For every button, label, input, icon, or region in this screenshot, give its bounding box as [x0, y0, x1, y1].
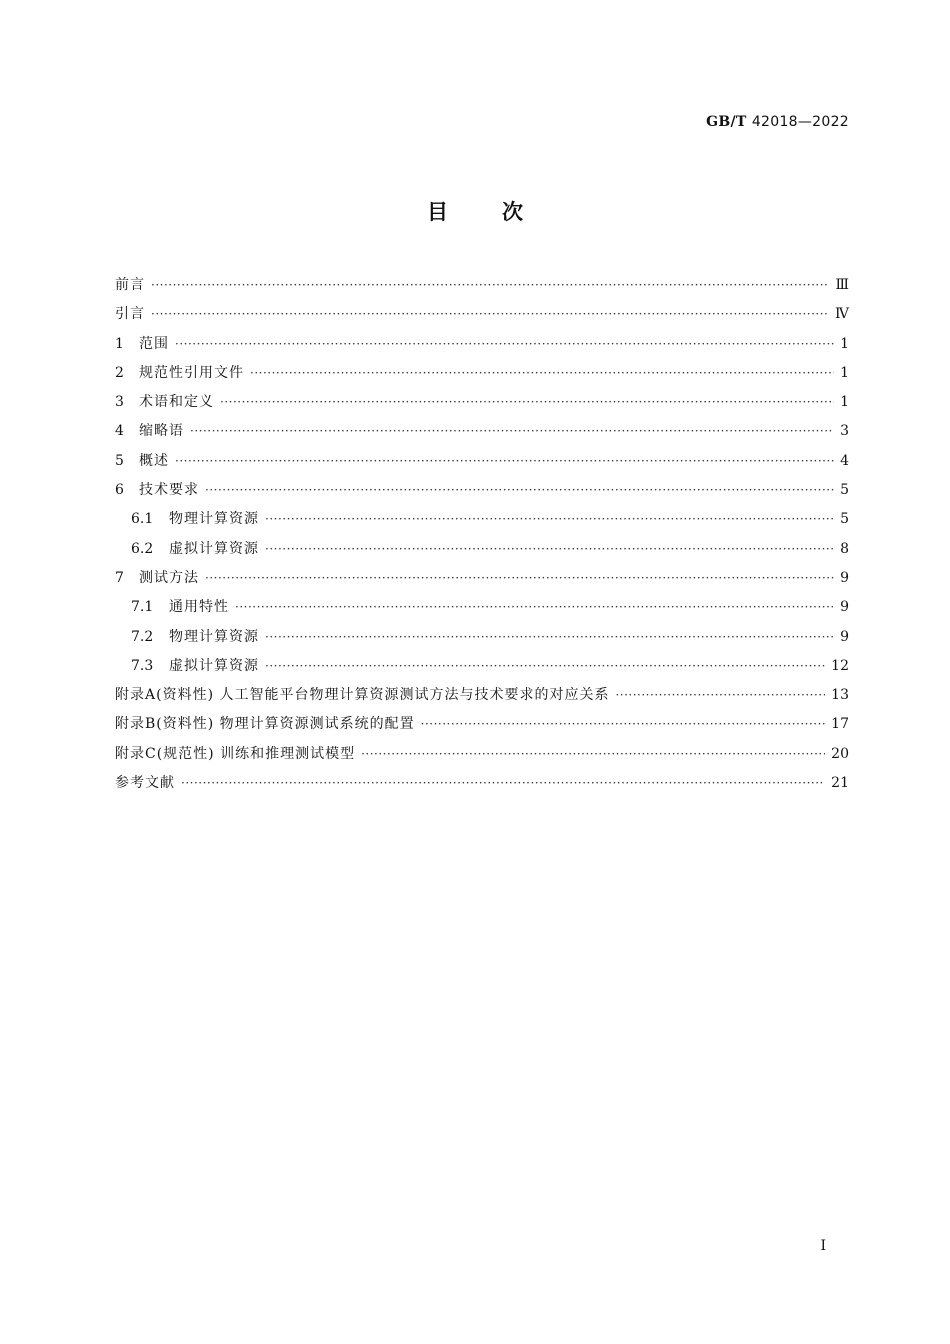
toc-entry-page: 9: [840, 628, 849, 645]
toc-leader-dots: [265, 512, 834, 526]
toc-leader-dots: [151, 307, 829, 321]
toc-entry-page: 8: [840, 540, 849, 557]
toc-entry-number: 1: [115, 335, 124, 352]
toc-leader-dots: [175, 337, 834, 351]
toc-entry-label: 物理计算资源: [169, 628, 259, 645]
toc-leader-dots: [615, 688, 825, 702]
toc-entry-page: 4: [840, 452, 849, 469]
toc-entry-page: 9: [840, 599, 849, 616]
toc-entry-page: 1: [840, 394, 849, 411]
toc-entry[interactable]: [115, 743, 849, 772]
toc-leader-dots: [265, 542, 834, 556]
toc-entry-label: 参考文献: [115, 775, 175, 792]
toc-entry-number: 6.1: [131, 511, 154, 528]
toc-entry-page: 1: [840, 364, 849, 381]
toc-entry-label: 前言: [115, 277, 145, 293]
toc-entry[interactable]: [115, 626, 849, 655]
toc-entry-number: 5: [115, 452, 124, 469]
toc-entry-label: 测试方法: [139, 569, 199, 586]
toc-leader-dots: [151, 278, 829, 292]
toc-entry[interactable]: [115, 655, 849, 684]
toc-entry[interactable]: [115, 362, 849, 391]
toc-entry-number: 2: [115, 364, 124, 381]
toc-leader-dots: [265, 630, 834, 644]
toc-entry-page: 12: [831, 657, 849, 674]
toc-entry[interactable]: [115, 772, 849, 801]
toc-leader-dots: [265, 659, 825, 673]
page-number: I: [820, 1238, 826, 1254]
toc-leader-dots: [250, 366, 834, 380]
toc-entry-number: 6.2: [131, 540, 154, 557]
toc-leader-dots: [361, 747, 825, 761]
toc-leader-dots: [190, 424, 834, 438]
table-of-contents: [115, 274, 849, 801]
toc-entry-label: 规范性引用文件: [139, 364, 244, 381]
toc-entry-page: 20: [831, 745, 849, 762]
toc-entry-page: 5: [840, 482, 849, 499]
toc-entry[interactable]: [115, 713, 849, 742]
toc-leader-dots: [205, 483, 834, 497]
toc-entry[interactable]: [115, 450, 849, 479]
standard-number: 42018—2022: [751, 114, 849, 130]
toc-leader-dots: [205, 571, 834, 585]
toc-entry-number: 7.2: [131, 628, 154, 645]
toc-title: 目次: [427, 200, 577, 224]
toc-entry-label: 技术要求: [139, 482, 199, 499]
toc-entry-number: 3: [115, 394, 124, 411]
toc-entry-label: 缩略语: [139, 423, 184, 440]
toc-leader-dots: [235, 600, 834, 614]
toc-leader-dots: [175, 454, 834, 468]
toc-entry-number: 7.1: [131, 599, 154, 616]
toc-entry-page: 5: [840, 511, 849, 528]
toc-entry-label: 附录A(资料性) 人工智能平台物理计算资源测试方法与技术要求的对应关系: [115, 687, 610, 704]
toc-entry-label: 范围: [139, 335, 169, 352]
toc-leader-dots: [181, 776, 825, 790]
toc-entry[interactable]: [115, 333, 849, 362]
toc-entry[interactable]: [115, 274, 849, 303]
toc-leader-dots: [220, 395, 834, 409]
toc-entry-page: Ⅲ: [835, 277, 849, 293]
toc-entry-number: 7.3: [131, 657, 154, 674]
toc-entry-number: 6: [115, 482, 124, 499]
toc-entry-label: 附录B(资料性) 物理计算资源测试系统的配置: [115, 716, 415, 733]
toc-entry[interactable]: [115, 508, 849, 537]
toc-entry-label: 附录C(规范性) 训练和推理测试模型: [115, 745, 356, 762]
toc-entry-page: Ⅳ: [835, 306, 849, 323]
toc-entry-label: 通用特性: [169, 599, 229, 616]
toc-entry[interactable]: [115, 420, 849, 449]
toc-entry-label: 虚拟计算资源: [169, 540, 259, 557]
standard-code: [706, 114, 849, 130]
toc-entry[interactable]: [115, 303, 849, 332]
toc-entry-number: 7: [115, 569, 124, 586]
toc-entry[interactable]: [115, 596, 849, 625]
toc-entry-page: 9: [840, 569, 849, 586]
toc-entry-label: 虚拟计算资源: [169, 657, 259, 674]
toc-entry[interactable]: [115, 479, 849, 508]
toc-entry[interactable]: [115, 391, 849, 420]
toc-entry-label: 术语和定义: [139, 394, 214, 411]
toc-entry-number: 4: [115, 423, 124, 440]
standard-prefix: GB/T: [706, 114, 747, 130]
toc-entry[interactable]: [115, 567, 849, 596]
toc-entry-page: 13: [831, 687, 849, 704]
toc-entry-label: 物理计算资源: [169, 511, 259, 528]
toc-entry-label: 引言: [115, 306, 145, 323]
toc-leader-dots: [421, 717, 826, 731]
toc-entry-page: 21: [831, 775, 849, 792]
toc-entry-page: 1: [840, 335, 849, 352]
toc-entry-page: 3: [840, 423, 849, 440]
toc-entry[interactable]: [115, 684, 849, 713]
toc-entry-page: 17: [831, 716, 849, 733]
toc-entry-label: 概述: [139, 452, 169, 469]
toc-entry[interactable]: [115, 538, 849, 567]
